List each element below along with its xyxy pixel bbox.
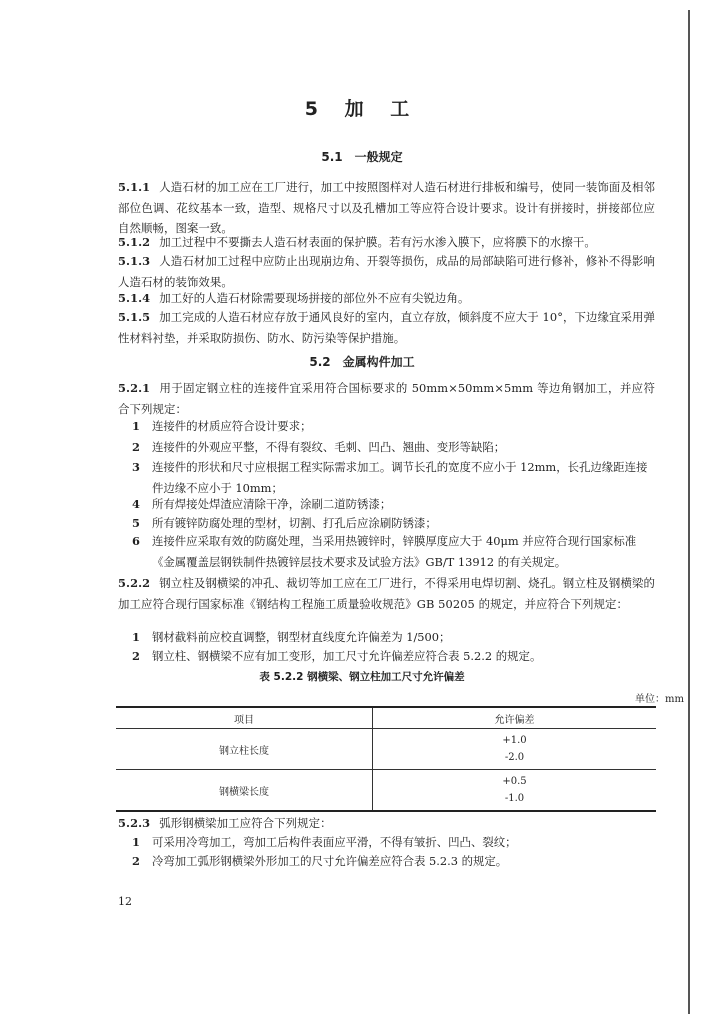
list-item [132,494,655,515]
section-title-text: 一般规定 [354,150,403,164]
list-item-text: 连接件应采取有效的防腐处理，当采用热镀锌时，锌膜厚度应大于 40μm 并应符合现行国家标准《金属覆盖层钢铁制件热镀锌层技术要求及试验方法》GB/T 13912 的有关规定。 [152,534,637,569]
list-item-text: 可采用冷弯加工，弯加工后构件表面应平滑，不得有皱折、凹凸、裂纹； [152,835,517,849]
table-cell-tolerance [373,729,657,770]
table-row [116,770,656,812]
list-item-number: 3 [132,460,140,474]
list-item-number: 1 [132,835,140,849]
clause-5-2-2 [118,573,655,614]
tolerance-upper: +1.0 [502,735,527,746]
table-row [116,729,656,770]
clause-text: 钢立柱及钢横梁的冲孔、裁切等加工应在工厂进行，不得采用电焊切割、烧孔。钢立柱及钢横梁的加工应符合现行国家标准《钢结构工程施工质量验收规范》GB 50205 的规定，并应符合下列规定： [118,576,655,611]
list-item-text: 钢材截料前应校直调整，钢型材直线度允许偏差为 1/500； [152,630,451,644]
list-item-number: 6 [132,534,140,548]
table-cell-item: 钢立柱长度 [116,729,373,770]
tolerance-lower: -2.0 [504,752,525,763]
list-item-text: 钢立柱、钢横梁不应有加工变形，加工尺寸允许偏差应符合表 5.2.2 的规定。 [152,649,542,663]
clause-number: 5.2.2 [118,576,151,590]
list-item [132,416,655,437]
clause-number: 5.1.3 [118,254,151,268]
clause-number: 5.1.2 [118,235,151,249]
table-header-item: 项目 [116,707,373,729]
section-number: 5.2 [309,355,331,369]
list-item [132,437,655,458]
list-item-text: 冷弯加工弧形钢横梁外形加工的尺寸允许偏差应符合表 5.2.3 的规定。 [152,854,508,868]
section-heading-5-2 [0,353,724,370]
list-item-number: 5 [132,516,140,530]
clause-text: 人造石材的加工应在工厂进行，加工中按照图样对人造石材进行排板和编号，使同一装饰面及相邻部位色调、花纹基本一致，造型、规格尺寸以及孔槽加工等应符合设计要求。设计有拼接时，拼接部位应自然顺畅，图案一致。 [118,180,655,235]
tolerance-upper: +0.5 [502,776,527,787]
list-item-number: 1 [132,419,140,433]
clause-5-2-3 [118,813,655,834]
clause-5-1-3 [118,251,655,292]
section-title-text: 金属构件加工 [342,355,415,369]
list-item [132,457,655,498]
clause-number: 5.1.4 [118,291,151,305]
clause-text: 人造石材加工过程中应防止出现崩边角、开裂等损伤，成品的局部缺陷可进行修补，修补不得影响人造石材的装饰效果。 [118,254,655,289]
list-item-text: 连接件的形状和尺寸应根据工程实际需求加工。调节长孔的宽度不应小于 12mm，长孔边缘距连接件边缘不应小于 10mm； [152,460,648,495]
list-item-number: 2 [132,854,140,868]
list-item [132,851,655,872]
clause-number: 5.2.1 [118,381,151,395]
clause-text: 加工完成的人造石材应存放于通风良好的室内，直立存放，倾斜度不应大于 10°，下边缘宜采用弹性材料衬垫，并采取防损伤、防水、防污染等保护措施。 [118,310,655,345]
table-caption: 表 5.2.2 钢横梁、钢立柱加工尺寸允许偏差 [259,671,465,683]
list-item-text: 所有镀锌防腐处理的型材，切割、打孔后应涂刷防锈漆； [152,516,437,530]
table-header-tolerance: 允许偏差 [373,707,657,729]
clause-5-1-5 [118,307,655,348]
list-item-text: 连接件的材质应符合设计要求； [152,419,312,433]
clause-number: 5.2.3 [118,816,151,830]
table-cell-item: 钢横梁长度 [116,770,373,812]
list-item-number: 2 [132,649,140,663]
section-number: 5.1 [321,150,343,164]
clause-number: 5.1.5 [118,310,151,324]
tolerance-lower: -1.0 [504,793,525,804]
list-item-number: 4 [132,497,140,511]
list-item [132,627,655,648]
clause-text: 用于固定钢立柱的连接件宜采用符合国标要求的 50mm×50mm×5mm 等边角钢加工，并应符合下列规定： [118,381,655,416]
clause-5-1-4 [118,288,655,309]
table-header-row [116,707,656,729]
clause-5-1-2 [118,232,655,253]
page-number: 12 [118,895,132,908]
table-unit: 单位：mm [635,694,684,705]
clause-5-2-1 [118,378,655,419]
section-heading-5-1 [0,148,724,165]
clause-5-1-1 [118,177,655,239]
list-item-text: 所有焊接处焊渣应清除干净，涂刷二道防锈漆； [152,497,392,511]
chapter-title: 5 加 工 [304,98,420,120]
clause-text: 加工好的人造石材除需要现场拼接的部位外不应有尖锐边角。 [159,291,470,305]
list-item [132,646,655,667]
clause-text: 加工过程中不要撕去人造石材表面的保护膜。若有污水渗入膜下，应将膜下的水擦干。 [159,235,596,249]
list-item [132,531,655,572]
list-item-text: 连接件的外观应平整，不得有裂纹、毛刺、凹凸、翘曲、变形等缺陷； [152,440,506,454]
tolerance-table [116,706,656,812]
list-item [132,832,655,853]
clause-number: 5.1.1 [118,180,151,194]
clause-text: 弧形钢横梁加工应符合下列规定： [159,816,332,830]
list-item-number: 2 [132,440,140,454]
list-item-number: 1 [132,630,140,644]
table-cell-tolerance [373,770,657,812]
